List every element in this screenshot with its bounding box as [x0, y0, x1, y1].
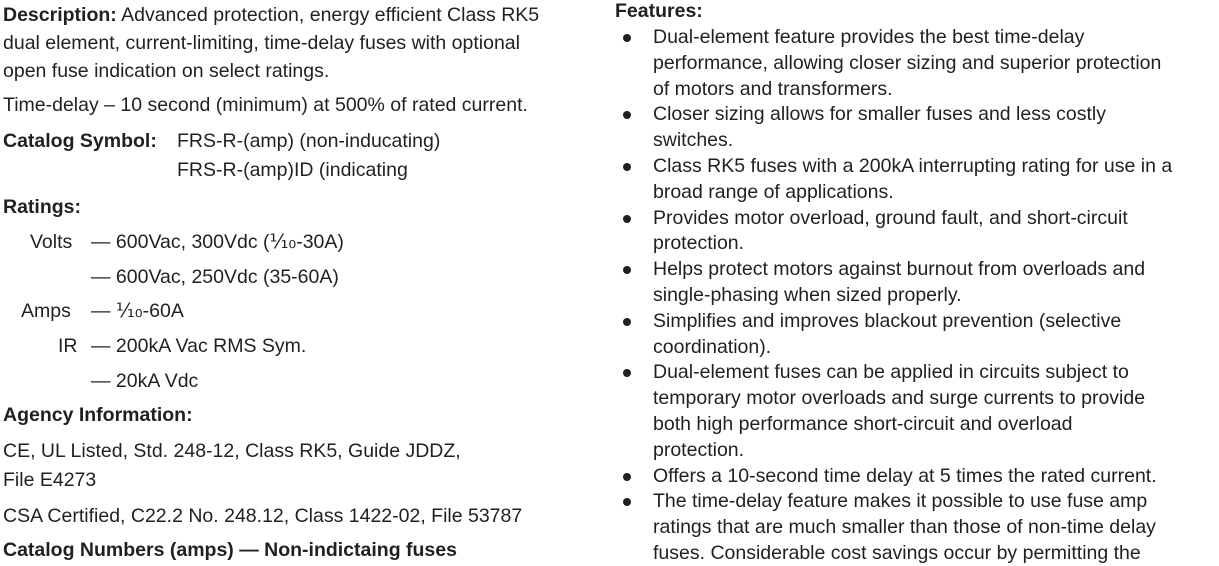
catalog-symbol-label: Catalog Symbol:: [3, 130, 157, 152]
feature-line: switches.: [653, 129, 734, 152]
rating-value-4: — 200kA Vac RMS Sym.: [91, 335, 307, 357]
feature-line: Provides motor overload, ground fault, and short-circuit: [653, 206, 1128, 229]
description-line-1: Description: Advanced protection, energy efficient Class RK5: [3, 4, 540, 26]
feature-line: protection.: [653, 438, 745, 461]
rating-value-2: — 600Vac, 250Vdc (35-60A): [91, 266, 339, 288]
agency-heading: Agency Information:: [3, 404, 193, 426]
rating-value-3: — ⅒-60A: [91, 300, 184, 322]
rating-label-amps: Amps: [21, 300, 71, 322]
feature-line: temporary motor overloads and surge currents to provide: [653, 387, 1146, 410]
agency-line-1: CE, UL Listed, Std. 248-12, Class RK5, Guide JDDZ,: [3, 440, 461, 462]
feature-line: Dual-element feature provides the best time-delay: [653, 26, 1085, 48]
feature-line: single-phasing when sized properly.: [653, 284, 962, 306]
bullet-icon: [623, 473, 631, 481]
description-line-3: open fuse indication on select ratings.: [3, 60, 330, 82]
feature-line: Dual-element fuses can be applied in circuits subject to: [653, 361, 1129, 384]
feature-line: ratings that are much smaller than those of non-time delay: [653, 516, 1156, 539]
rating-label-volts: Volts: [30, 231, 73, 253]
features-heading: Features:: [615, 0, 703, 22]
feature-line: coordination).: [653, 335, 772, 358]
catalog-symbol-2: FRS-R-(amp)ID (indicating: [177, 159, 408, 181]
description-label: Description:: [3, 4, 117, 26]
time-delay-text: Time-delay – 10 second (minimum) at 500% of rated current.: [3, 94, 528, 116]
bullet-icon: [623, 369, 631, 377]
feature-line: broad range of applications.: [653, 180, 894, 203]
bullet-icon: [623, 34, 631, 42]
feature-line: Closer sizing allows for smaller fuses and less costly: [653, 103, 1106, 126]
rating-label-ir: IR: [58, 335, 78, 357]
catalog-symbol-1: FRS-R-(amp) (non-inducating): [177, 130, 441, 152]
feature-line: of motors and transformers.: [653, 77, 893, 100]
rating-value-1: — 600Vac, 300Vdc (⅒-30A): [91, 231, 344, 253]
bullet-icon: [623, 215, 631, 223]
description-line-2: dual element, current-limiting, time-delay fuses with optional: [3, 32, 520, 54]
bullet-icon: [623, 498, 631, 506]
bullet-icon: [623, 318, 631, 326]
feature-line: Offers a 10-second time delay at 5 times the rated current.: [653, 464, 1157, 487]
bullet-icon: [623, 266, 631, 274]
catalog-numbers-heading: Catalog Numbers (amps) — Non-indictaing fuses: [3, 539, 457, 561]
feature-line: The time-delay feature makes it possible to use fuse amp: [653, 490, 1148, 513]
feature-line: both high performance short-circuit and overload: [653, 413, 1073, 435]
ratings-heading: Ratings:: [3, 196, 81, 218]
csa-text: CSA Certified, C22.2 No. 248.12, Class 1422-02, File 53787: [3, 505, 523, 527]
feature-line: protection.: [653, 232, 745, 255]
feature-line: Simplifies and improves blackout prevention (selective: [653, 309, 1122, 332]
feature-line: Helps protect motors against burnout from overloads and: [653, 258, 1146, 281]
feature-line: performance, allowing closer sizing and superior protection: [653, 51, 1162, 74]
bullet-icon: [623, 111, 631, 119]
feature-line: fuses. Considerable cost savings occur by permitting the: [653, 542, 1141, 564]
bullet-icon: [623, 163, 631, 171]
rating-value-5: — 20kA Vdc: [91, 370, 199, 392]
agency-line-2: File E4273: [3, 469, 97, 491]
feature-line: Class RK5 fuses with a 200kA interrupting rating for use in a: [653, 155, 1173, 177]
